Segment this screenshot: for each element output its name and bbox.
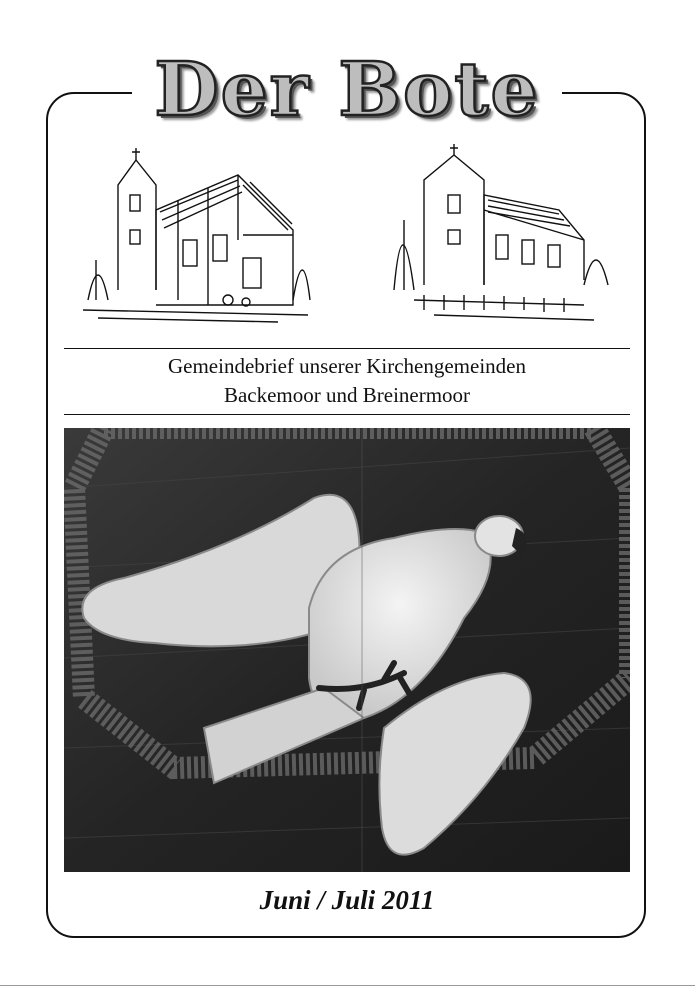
subtitle-line-1: Gemeindebrief unserer Kirchengemeinden — [167, 354, 526, 378]
church-drawing-left — [78, 140, 313, 325]
divider-bottom — [64, 414, 630, 415]
divider-top — [64, 348, 630, 349]
subtitle-line-2: Backemoor und Breinermoor — [223, 383, 471, 407]
issue-date: Juni / Juli 2011 — [259, 885, 435, 915]
cover-photo — [64, 428, 630, 872]
masthead-title: Der Bote — [154, 47, 540, 133]
dove-image — [64, 428, 630, 872]
church-drawing-right — [384, 140, 612, 325]
